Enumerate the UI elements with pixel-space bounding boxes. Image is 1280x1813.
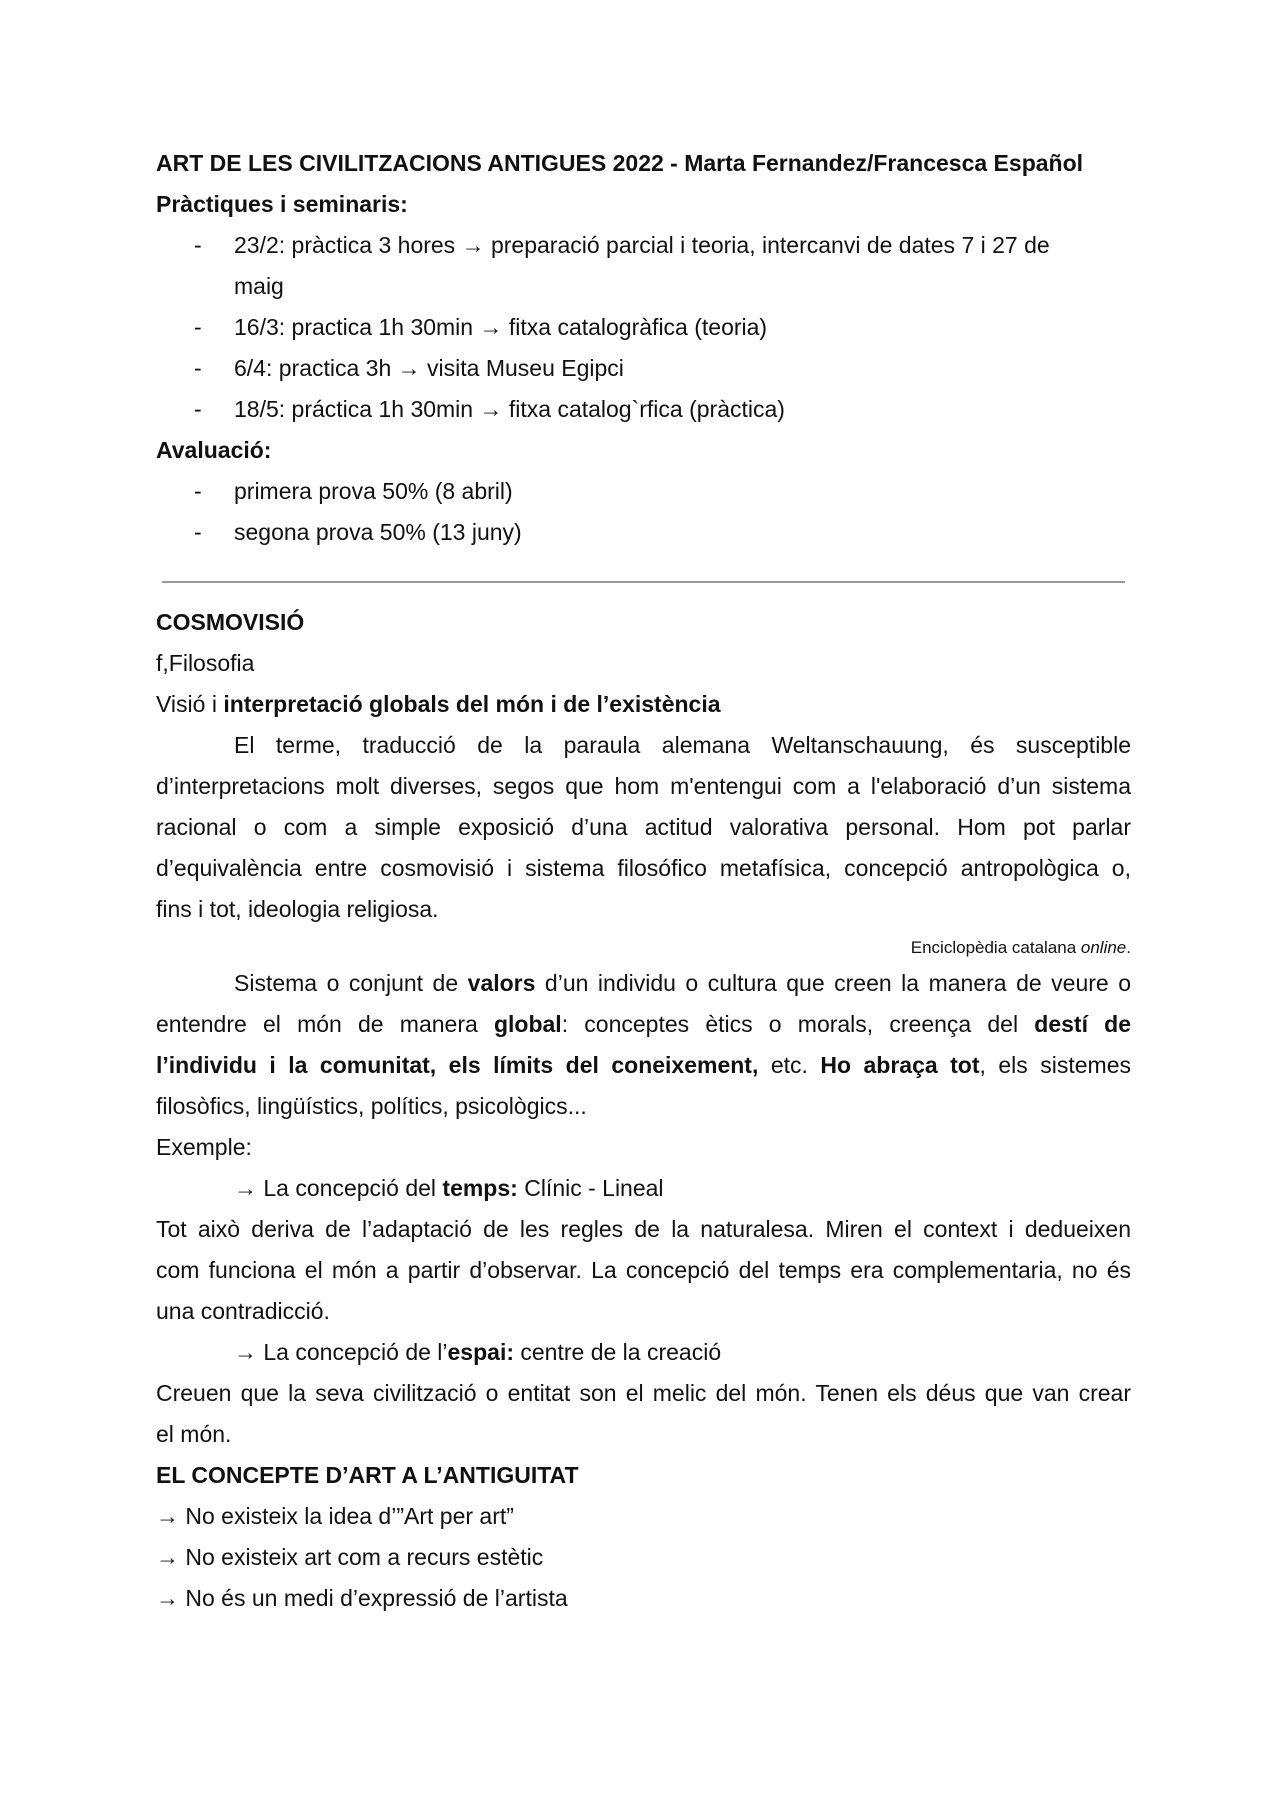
horizontal-divider [162, 581, 1125, 583]
list-item: → No és un medi d’expressió de l’artista [156, 1585, 568, 1611]
section-heading-art: EL CONCEPTE D’ART A L’ANTIGUITAT [156, 1462, 579, 1488]
paragraph-line: el món. [156, 1421, 232, 1447]
paragraph-line: una contradicció. [156, 1298, 330, 1324]
paragraph-line: racional o com a simple exposició d’una actitud valorativa personal. Hom pot parlar [156, 814, 1131, 840]
bullet-dash: - [194, 396, 202, 422]
paragraph-line: Sistema o conjunt de valors d’un individu o cultura que creen la manera de veure o [234, 970, 1131, 996]
list-item: → No existeix art com a recurs estètic [156, 1544, 544, 1570]
paragraph-line: Creuen que la seva civilització o entitat son el melic del món. Tenen els déus que van crear [156, 1380, 1131, 1406]
example-label: Exemple: [156, 1134, 252, 1160]
paragraph-line: com funciona el món a partir d’observar. La concepció del temps era complementaria, no és [156, 1257, 1131, 1283]
bullet-dash: - [194, 519, 202, 545]
bullet-dash: - [194, 478, 202, 504]
list-item: → No existeix la idea d’”Art per art” [156, 1503, 514, 1529]
paragraph-line: entendre el món de manera global: conceptes ètics o morals, creença del destí de [156, 1011, 1131, 1037]
bullet-dash: - [194, 232, 202, 258]
section-heading-cosmovisio: COSMOVISIÓ [156, 609, 305, 635]
bullet-dash: - [194, 314, 202, 340]
paragraph-line: Tot això deriva de l’adaptació de les regles de la naturalesa. Miren el context i dedueixen [156, 1216, 1131, 1242]
paragraph-line: l’individu i la comunitat, els límits del coneixement, etc. Ho abraça tot, els sistemes [156, 1052, 1131, 1078]
example-item: → La concepció del temps: Clínic - Lineal [234, 1175, 664, 1201]
practiques-heading: Pràctiques i seminaris: [156, 191, 408, 217]
avaluacio-heading: Avaluació: [156, 437, 272, 463]
category-label: f,Filosofia [156, 650, 255, 676]
document-title: ART DE LES CIVILITZACIONS ANTIGUES 2022 - Marta Fernandez/Francesca Español [156, 150, 1084, 176]
bullet-dash: - [194, 355, 202, 381]
paragraph-line: d’interpretacions molt diverses, segos que hom m'entengui com a l'elaboració d’un sistema [156, 773, 1131, 799]
paragraph-line: filosòfics, lingüístics, polítics, psicològics... [156, 1093, 587, 1119]
paragraph-line: fins i tot, ideologia religiosa. [156, 896, 439, 922]
paragraph-line: d’equivalència entre cosmovisió i sistema filosófico metafísica, concepció antropològica o, [156, 855, 1131, 881]
example-item: → La concepció de l’espai: centre de la creació [234, 1339, 722, 1365]
source-citation: Enciclopèdia catalana online. [910, 938, 1131, 957]
paragraph-line: El terme, traducció de la paraula alemana Weltanschauung, és susceptible [234, 732, 1131, 758]
definition: Visió i interpretació globals del món i de l’existència [156, 691, 721, 717]
